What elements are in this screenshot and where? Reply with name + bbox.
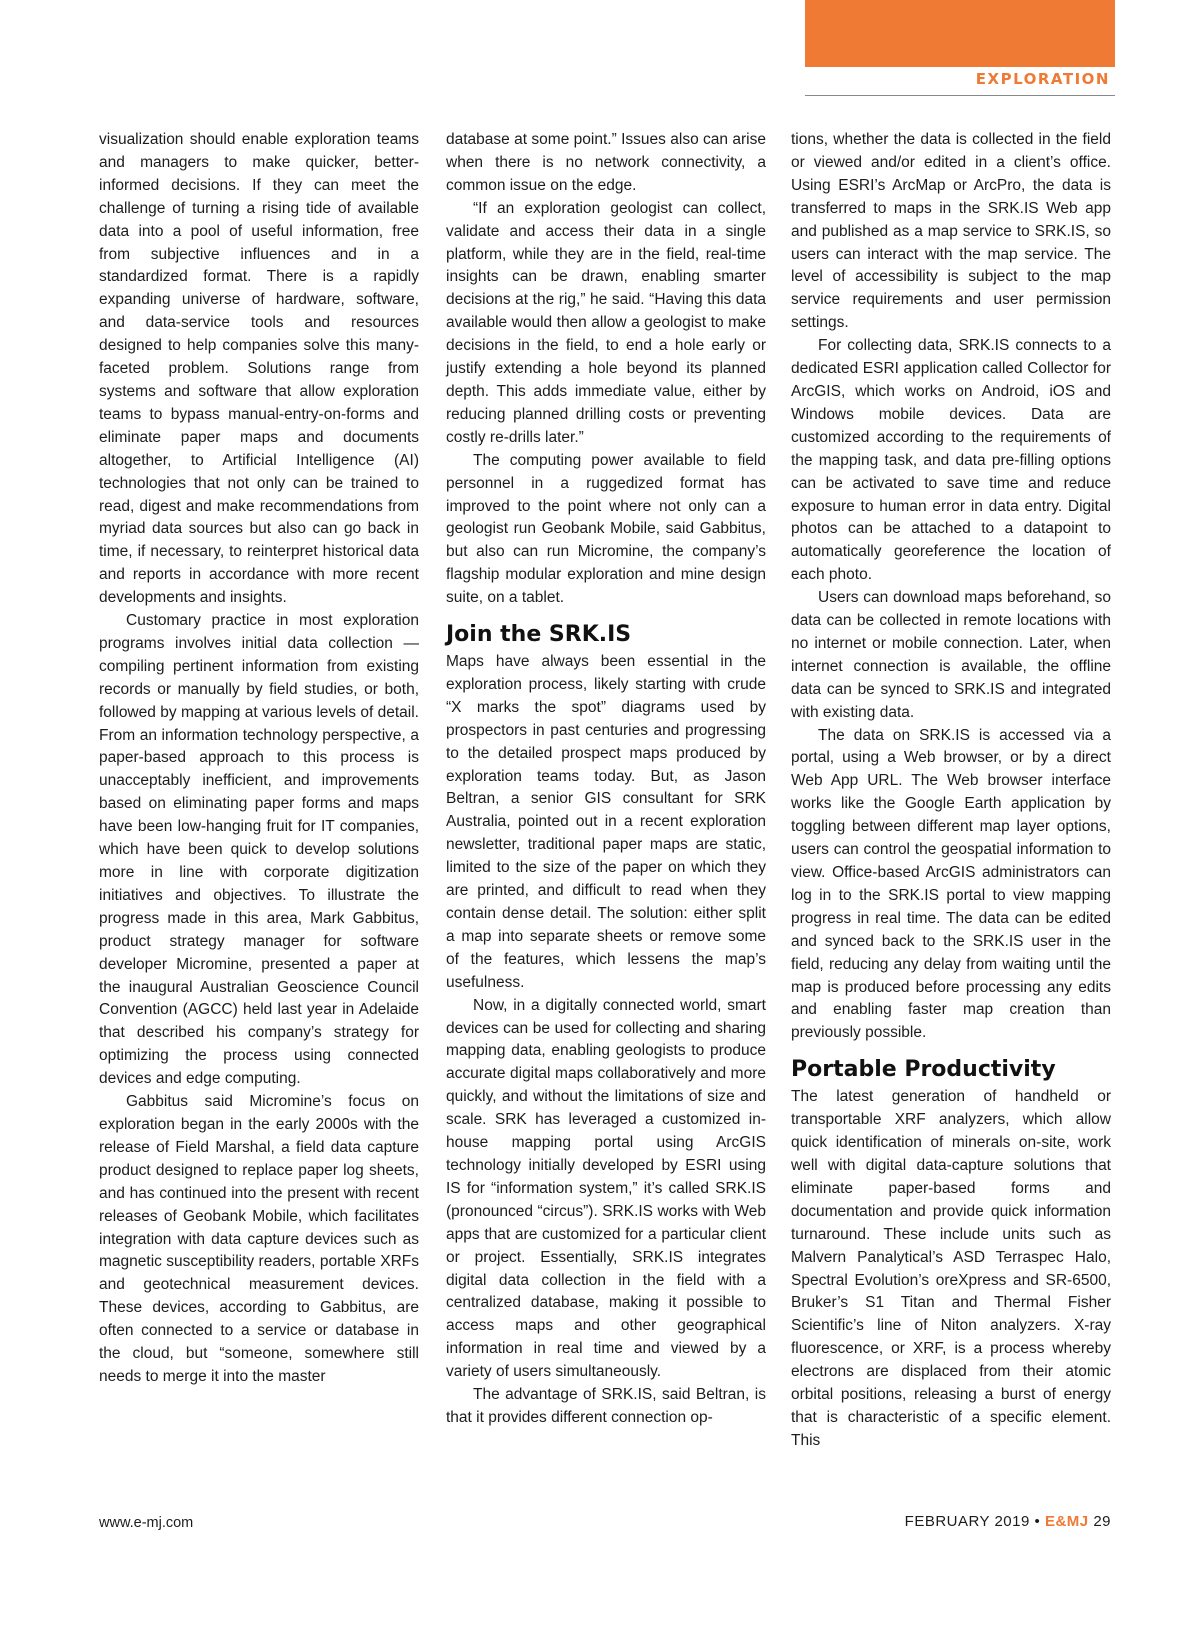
subheading-join-srk-is: Join the SRK.IS (446, 622, 632, 648)
footer-separator: • (1034, 1513, 1041, 1530)
paragraph: visualization should enable exploration teams and managers to make quicker, better-informed decisions. If they can meet the challenge of turning a rising tide of available data into a pool of useful information, free from subjective influences and in a standardized format. There is a rapidly expanding universe of hardware, software, and data-service tools and resources designed to help companies solve this many-faceted problem. Solutions range from systems and software that allow exploration teams to bypass manual-entry-on-forms and eliminate paper maps and documents altogether, to Artificial Intelligence (AI) technologies that not only can be trained to read, digest and make recommendations from myriad data sources but also can go back in time, if necessary, to reinterpret historical data and reports in accordance with more recent developments and insights. (99, 131, 419, 607)
paragraph: The data on SRK.IS is accessed via a portal, using a Web browser, or by a direct Web App URL. The Web browser interface works like the Google Earth application by toggling between different map layer options, users can control the geospatial information to view. Office-based ArcGIS administrators can log in to the SRK.IS portal to view mapping progress in real time. The data can be edited and synced back to the SRK.IS user in the field, reducing any delay from waiting until the map is produced before processing any edits and enabling faster map creation than previously possible. (791, 726, 1111, 1042)
footer-website: www.e-mj.com (99, 1515, 194, 1531)
paragraph: “If an exploration geologist can collect, validate and access their data in a single platform, while they are in the field, real-time insights can be drawn, enabling smarter decisions at the rig,” he said. “Having this data available would then allow a geologist to make decisions in the field, to end a hole early or justify extending a hole beyond its planned depth. This adds immediate value, either by reducing planned drilling costs or preventing costly re-drills later.” (446, 199, 766, 446)
paragraph: For collecting data, SRK.IS connects to a dedicated ESRI application called Collector for ArcGIS, which works on Android, iOS and Windows mobile devices. Data are customized according to the requirements of the mapping task, and data pre-filling options can be activated to save time and reduce exposure to human error in data entry. Digital photos can be attached to a datapoint to automatically georeference the location of each photo. (791, 337, 1111, 584)
paragraph: Maps have always been essential in the exploration process, likely starting with crude “X marks the spot” diagrams used by prospectors in past centuries and progressing to the detailed prospect maps produced by exploration teams today. But, as Jason Beltran, a senior GIS consultant for SRK Australia, pointed out in a recent exploration newsletter, traditional paper maps are static, limited to the size of the paper on which they are printed, and difficult to read when they contain dense detail. The solution: either split a map into separate sheets or remove some of the features, which lessens the map’s usefulness. (446, 653, 766, 991)
footer-brand: E&MJ (1044, 1513, 1089, 1530)
subheading-portable-productivity: Portable Productivity (791, 1057, 1056, 1083)
section-divider (805, 95, 1115, 96)
article-column-2 (446, 129, 766, 1430)
paragraph: Users can download maps beforehand, so data can be collected in remote locations with no internet or mobile connection. Later, when internet connection is available, the offline data can be synced to SRK.IS and integrated with existing data. (791, 589, 1111, 721)
article-column-3 (791, 129, 1111, 1453)
paragraph: Gabbitus said Micromine’s focus on exploration began in the early 2000s with the release of Field Marshal, a field data capture product designed to replace paper log sheets, and has continued into the present with recent releases of Geobank Mobile, which facilitates integration with data capture devices such as magnetic susceptibility readers, portable XRFs and geotechnical measurement devices. These devices, according to Gabbitus, are often connected to a service or database in the cloud, but “someone, somewhere still needs to merge it into the master (99, 1093, 419, 1385)
footer-date: FEBRUARY 2019 (904, 1513, 1030, 1530)
paragraph: tions, whether the data is collected in the field or viewed and/or edited in a client’s office. Using ESRI’s ArcMap or ArcPro, the data is transferred to maps in the SRK.IS Web app and published as a map service to SRK.IS, so users can interact with the map service. The level of accessibility is subject to the map service requirements and user permission settings. (791, 131, 1111, 332)
footer-folio (905, 1513, 1111, 1530)
page-number: 29 (1093, 1513, 1111, 1530)
paragraph: Customary practice in most exploration programs involves initial data collection — compiling pertinent information from existing records or manually by field studies, or both, followed by mapping at various levels of detail. From an information technology perspective, a paper-based approach to this process is unacceptably inefficient, and improvements based on eliminating paper forms and maps have been low-hanging fruit for IT companies, which have been quick to develop solutions more in line with corporate digitization initiatives and objectives. To illustrate the progress made in this area, Mark Gabbitus, product strategy manager for software developer Micromine, presented a paper at the inaugural Australian Geoscience Council Convention (AGCC) held last year in Adelaide that described his company’s strategy for optimizing the process using connected devices and edge computing. (99, 612, 419, 1088)
paragraph: The advantage of SRK.IS, said Beltran, is that it provides different connection op- (446, 1386, 766, 1426)
paragraph: Now, in a digitally connected world, smart devices can be used for collecting and sharing mapping data, enabling geologists to produce accurate digital maps collaboratively and more quickly, and without the limitations of size and scale. SRK has leveraged a customized in-house mapping portal using ArcGIS technology initially developed by ESRI using IS for “information system,” it’s called SRK.IS (pronounced “circus”). SRK.IS works with Web apps that are customized for a particular client or project. Essentially, SRK.IS integrates digital data collection in the field with a centralized database, making it possible to access maps and other geographical information in real time and viewed by a variety of users simultaneously. (446, 996, 766, 1381)
paragraph: database at some point.” Issues also can arise when there is no network connectivity, a common issue on the edge. (446, 131, 766, 194)
article-column-1 (99, 129, 419, 1389)
section-label: EXPLORATION (975, 70, 1110, 88)
paragraph: The latest generation of handheld or transportable XRF analyzers, which allow quick identification of minerals on-site, work well with digital data-capture solutions that eliminate paper-based forms and documentation and provide quick information turnaround. These include units such as Malvern Panalytical’s ASD Terraspec Halo, Spectral Evolution’s oreXpress and SR-6500, Bruker’s S1 Titan and Thermal Fisher Scientific’s line of Niton analyzers. X-ray fluorescence, or XRF, is a process whereby electrons are displaced from their atomic orbital positions, releasing a burst of energy that is characteristic of a specific element. This (791, 1088, 1111, 1449)
paragraph: The computing power available to field personnel in a ruggedized format has improved to the point where not only can a geologist run Geobank Mobile, said Gabbitus, but also can run Micromine, the company’s flagship modular exploration and mine design suite, on a tablet. (446, 451, 766, 607)
header-color-block (805, 0, 1115, 67)
